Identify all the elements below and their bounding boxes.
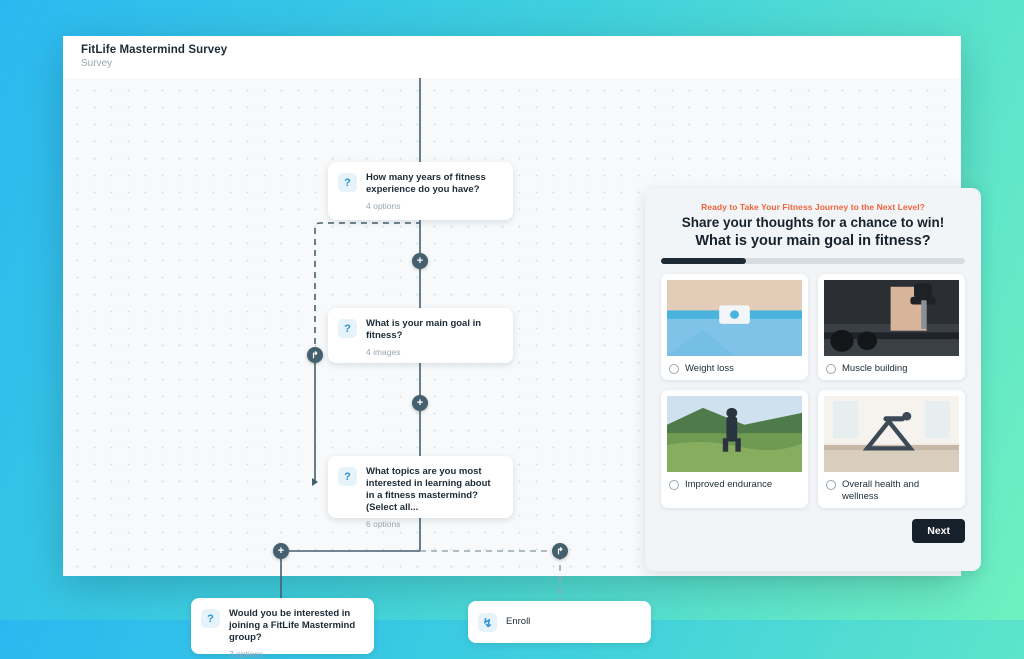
flow-node-group[interactable]	[191, 598, 374, 659]
add-step-button-d[interactable]: +	[273, 543, 289, 559]
progress-bar	[661, 258, 965, 264]
radio-overall-health[interactable]	[826, 480, 836, 490]
trail-runner-icon	[667, 396, 802, 472]
flow-arrow-icon	[312, 478, 318, 486]
option-label: Muscle building	[842, 363, 908, 374]
preview-headline: Share your thoughts for a chance to win!	[681, 215, 945, 230]
option-card-overall-health[interactable]	[818, 390, 965, 508]
flow-node-enroll[interactable]	[468, 601, 651, 643]
dumbbell-curl-icon	[824, 280, 959, 356]
preview-question: What is your main goal in fitness?	[695, 233, 931, 249]
flow-node-goal[interactable]	[328, 308, 513, 363]
app-window	[63, 36, 961, 659]
enroll-icon: ↯	[478, 613, 497, 632]
flow-node-experience[interactable]	[328, 162, 513, 220]
radio-improved-endurance[interactable]	[669, 480, 679, 490]
app-header	[63, 36, 961, 78]
survey-preview-panel	[645, 188, 981, 571]
branch-handle-c[interactable]: ↱	[307, 347, 323, 363]
flow-node-title: Would you be interested in joining a FitLife Mastermind group?	[229, 608, 356, 643]
add-step-button-a[interactable]: +	[412, 253, 428, 269]
preview-footer	[661, 519, 965, 543]
waist-measuring-tape-icon	[667, 280, 802, 356]
option-label: Overall health and wellness	[842, 479, 920, 502]
option-card-improved-endurance[interactable]	[661, 390, 808, 508]
flow-node-meta: 4 options	[366, 201, 401, 211]
option-label: Improved endurance	[685, 479, 773, 490]
flow-node-title: How many years of fitness experience do you have?	[366, 172, 486, 195]
flow-node-title: Enroll	[506, 616, 531, 627]
flow-node-title: What is your main goal in fitness?	[366, 318, 482, 341]
option-grid	[661, 274, 965, 508]
next-button[interactable]: Next	[912, 519, 965, 543]
branch-handle-e[interactable]: ↱	[552, 543, 568, 559]
yoga-pose-icon	[824, 396, 959, 472]
flow-node-title: What topics are you most interested in learning about in a fitness mastermind? (Select all...	[366, 466, 491, 513]
question-icon: ?	[338, 467, 357, 486]
preview-eyebrow: Ready to Take Your Fitness Journey to the Next Level?	[701, 202, 925, 212]
flow-node-meta: 4 images	[366, 347, 401, 357]
progress-bar-fill	[661, 258, 746, 264]
question-icon: ?	[338, 319, 357, 338]
flow-canvas[interactable]	[63, 78, 961, 659]
option-label: Weight loss	[685, 363, 734, 374]
option-card-muscle-building[interactable]	[818, 274, 965, 380]
flow-node-meta: 3 options	[229, 649, 264, 659]
radio-weight-loss[interactable]	[669, 364, 679, 374]
flow-node-topics[interactable]	[328, 456, 513, 529]
add-step-button-b[interactable]: +	[412, 395, 428, 411]
page-subtitle: Survey	[81, 58, 113, 69]
question-icon: ?	[201, 609, 220, 628]
page-title: FitLife Mastermind Survey	[81, 44, 228, 56]
radio-muscle-building[interactable]	[826, 364, 836, 374]
flow-node-meta: 6 options	[366, 519, 401, 529]
question-icon: ?	[338, 173, 357, 192]
option-card-weight-loss[interactable]	[661, 274, 808, 380]
